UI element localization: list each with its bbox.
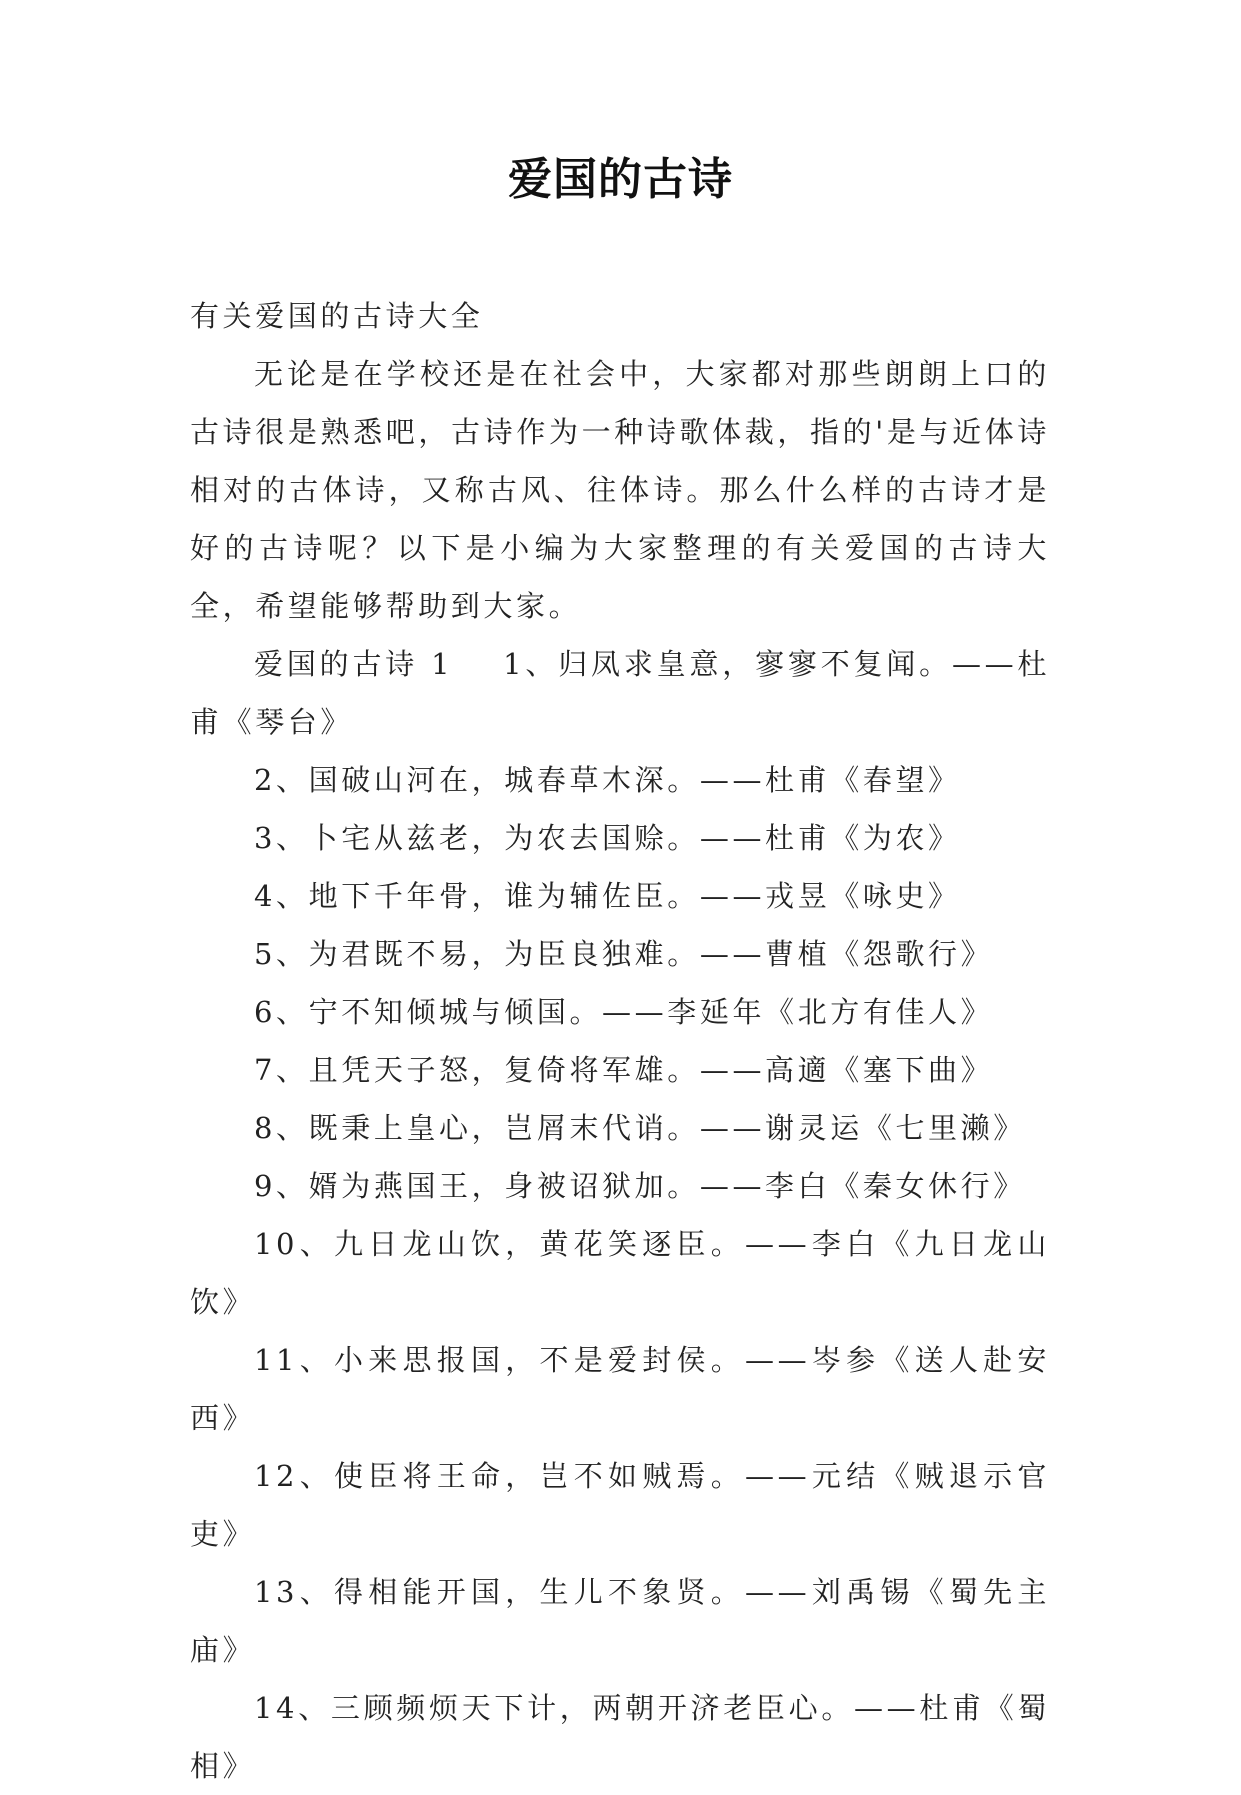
poem-line: 5、为君既不易，为臣良独难。——曹植《怨歌行》 xyxy=(254,937,994,971)
poem-line: 2、国破山河在，城春草木深。——杜甫《春望》 xyxy=(254,763,961,797)
poem-line: 4、地下千年骨，谁为辅佐臣。——戎昱《咏史》 xyxy=(254,879,961,913)
document-title: 爱国的古诗 xyxy=(508,154,733,205)
poem-line: 6、宁不知倾城与倾国。——李延年《北方有佳人》 xyxy=(254,995,994,1029)
poem-line: 1、归凤求皇意，寥寥不复闻。——杜甫《琴台》 xyxy=(190,647,1050,739)
poem-line: 13、得相能开国，生儿不象贤。——刘禹锡《蜀先主庙》 xyxy=(190,1575,1050,1667)
section-label: 爱国的古诗 1 xyxy=(254,647,454,681)
poem-line: 10、九日龙山饮，黄花笑逐臣。——李白《九日龙山饮》 xyxy=(190,1227,1050,1319)
poem-line: 7、且凭天子怒，复倚将军雄。——高適《塞下曲》 xyxy=(254,1053,994,1087)
poem-line: 14、三顾频烦天下计，两朝开济老臣心。——杜甫《蜀相》 xyxy=(190,1691,1050,1783)
poem-line: 9、婿为燕国王，身被诏狱加。——李白《秦女休行》 xyxy=(254,1169,1026,1203)
document-body xyxy=(190,287,1050,1795)
intro-paragraph: 无论是在学校还是在社会中，大家都对那些朗朗上口的古诗很是熟悉吧，古诗作为一种诗歌体裁，指的'是与近体诗相对的古体诗，又称古风、往体诗。那么什么样的古诗才是好的古诗呢？以下是小编为大家整理的有关爱国的古诗大全，希望能够帮助到大家。 xyxy=(190,357,1050,623)
poem-list-first-line xyxy=(190,635,1050,751)
poem-line: 3、卜宅从兹老，为农去国赊。——杜甫《为农》 xyxy=(254,821,961,855)
poem-line: 8、既秉上皇心，岂屑末代诮。——谢灵运《七里濑》 xyxy=(254,1111,1026,1145)
document-subtitle: 有关爱国的古诗大全 xyxy=(190,299,484,333)
poem-line: 11、小来思报国，不是爱封侯。——岑参《送人赴安西》 xyxy=(190,1343,1050,1435)
poem-line: 12、使臣将王命，岂不如贼焉。——元结《贼退示官吏》 xyxy=(190,1459,1050,1551)
